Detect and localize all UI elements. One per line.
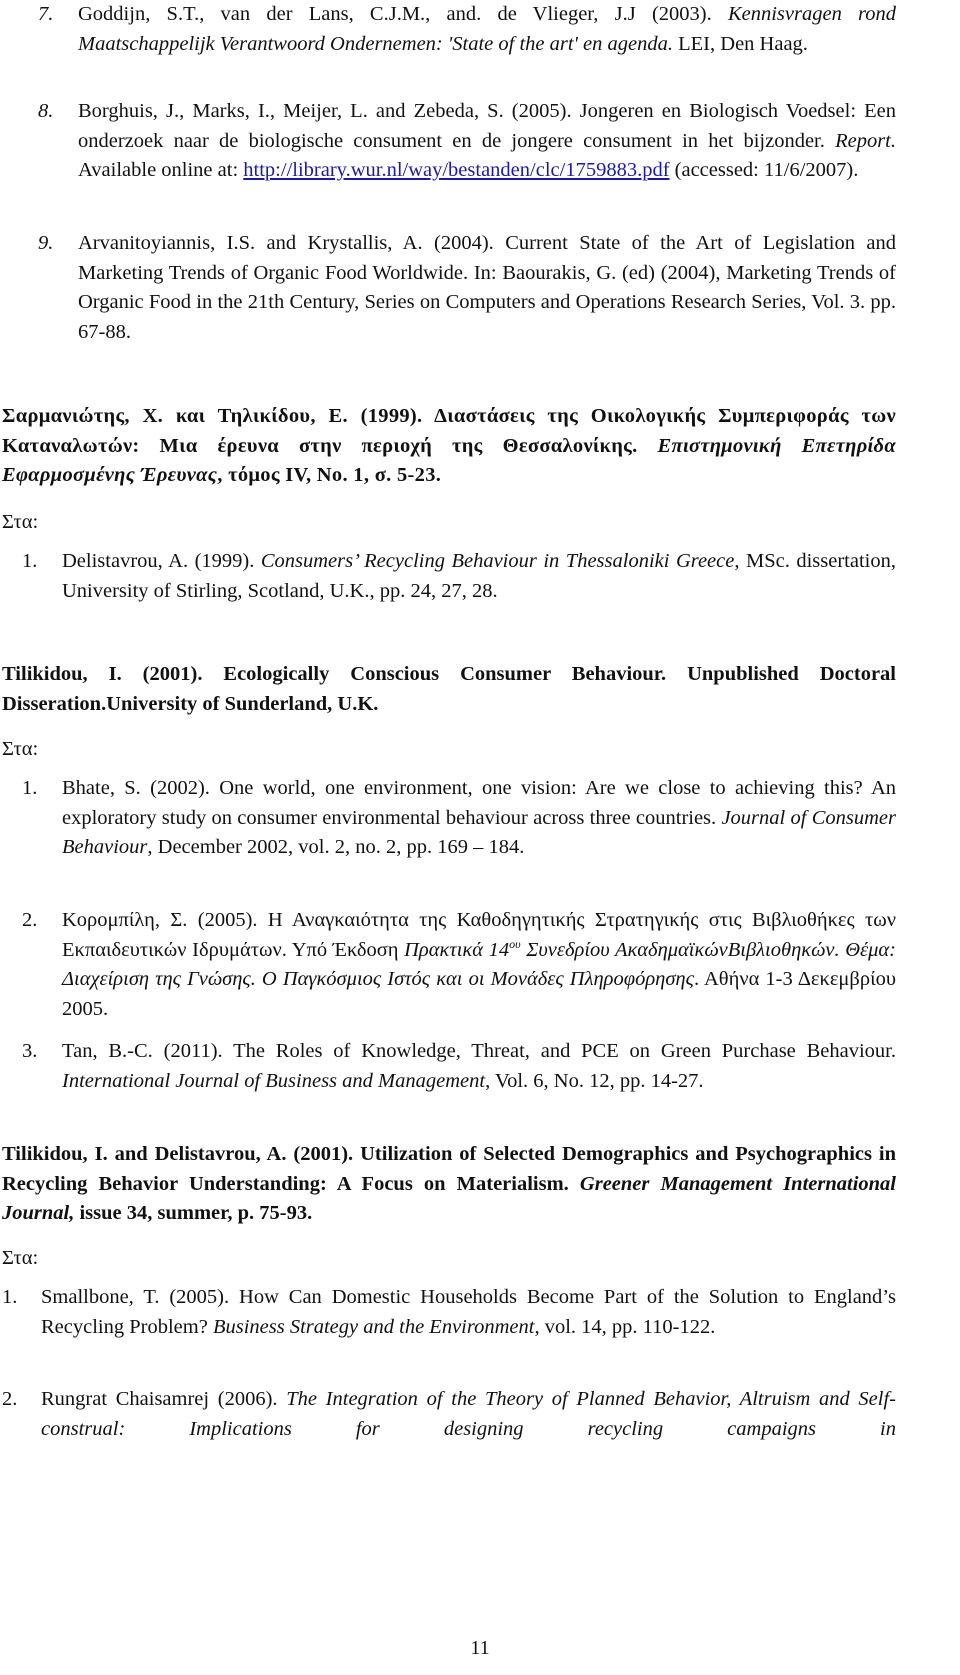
reference-text: Borghuis, J., Marks, I., Meijer, L. and Zebeda, S. (2005). Jongeren en Biologisch Voedsel: Een onderzoek naar de biologische consument en de jongere consument in het bijzonder. Report. Available online at: http://library.wur.nl/way/bestanden/clc/1759883.pdf (accessed: 11/6/2007). bbox=[78, 100, 896, 181]
page-number: 11 bbox=[470, 1637, 490, 1659]
document-page: 7. Goddijn, S.T., van der Lans, C.J.M., and. de Vlieger, J.J (2003). Kennisvragen rond Maatschappelijk Verantwoord Ondernemen: 'State of the art' en agenda. LEI, Den Haag. 8. Borghuis, J., Marks, I., Meijer, L. and Zebeda, S. (2005). Jongeren en Biologisch Voedsel: Een onderzoek naar de biologische consument en de jongere consument in het bijzonder. Report. Available online at: http://library.wur.nl/way/bestanden/clc/1759883.pdf (accessed: 11/6/2007). 9. Arvanitoyiannis, I.S. and Krystallis, A. (2004). Current State of the Art of Legislation and Marketing Trends of Organic Food Worldwide. In: Baourakis, G. (ed) (2004), Marketing Trends of Organic Food in the 21th Century, Series on Computers and Operations Research Series, Vol. 3. pp. 67-88. Σαρμανιώτης, Χ. και Τηλικίδου, Ε. (1999). Διαστάσεις της Οικολογικής Συμπεριφοράς των Καταναλωτών: Μια έρευνα στην περιοχή της Θεσσαλονίκης. Επιστημονική Επετηρίδα Εφαρμοσμένης Έρευνας, τόμος IV, No. 1, σ. 5-23. Στα: 1. Delistavrou, A. (1999). Consumers’ Recycling Behaviour in Thessaloniki Greece, MSc. dissertation, University of Stirling, Scotland, U.K., pp. 24, 27, 28. Tilikidou, I. (2001). Ecologically Conscious Consumer Behaviour. Unpublished Doctoral Disseration.University of Sunderland, U.K. Στα: 1. Bhate, S. (2002). One world, one environment, one vision: Are we close to achieving this? An exploratory study on consumer environmental behaviour across three countries. Journal of Consumer Behaviour, December 2002, vol. 2, no. 2, pp. 169 – 184. 2. Κορομπίλη, Σ. (2005). Η Αναγκαιότητα της Καθοδηγητικής Στρατηγικής στις Βιβλιοθήκες των Εκπαιδευτικών Ιδρυμάτων. Υπό Έκδοση Πρακτικά $14^{o\upsilon}$ Συνεδρίου ΑκαδημαϊκώνΒιβλιοθηκών. Θέμα: Διαχείριση της Γνώσης. Ο Παγκόσμιος Ιστός και οι Μονάδες Πληροφόρησης. Αθήνα 1-3 Δεκεμβρίου 2005. 3. Tan, B.-C. (2011). The Roles of Knowledge, Threat, and PCE on Green Purchase Behaviour. International Journal of Business and Management, Vol. 6, No. 12, pp. 14-27. Tilikidou, I. and Delistavrou, A. (2001). Utilization of Selected Demographics and Psychographics in Recycling Behavior Understanding: A Focus on Materialism. Greener Management International Journal, issue 34, summer, p. 75-93. Στα: 1. Smallbone, T. (2005). How Can Domestic Households Become Part of the Solution to England’s Recycling Problem? Business Strategy and the Environment, vol. 14, pp. 110-122. 2. Rungrat Chaisamrej (2006). The Integration of the Theory of Planned Behavior, Altruism and Self-construal: Implications for designing recycling campaigns in 11 bbox=[0, 0, 960, 1675]
reference-7 bbox=[0, 0, 960, 90]
reference-text: Goddijn, S.T., van der Lans, C.J.M., and. de Vlieger, J.J (2003). Kennisvragen rond Maatschappelijk Verantwoord Ondernemen: 'State of the art' en agenda. LEI, Den Haag. bbox=[78, 3, 897, 55]
reference-8 bbox=[0, 97, 960, 217]
reference-number: 8. bbox=[38, 100, 54, 122]
reference-text: Arvanitoyiannis, I.S. and Krystallis, A. (2004). Current State of the Art of Legislation and Marketing Trends of Organic Food Worldwide. In: Baourakis, G. (ed) (2004), Marketing Trends of Organic Food in the 21th Century, Series on Computers and Operations Research Series, Vol. 3. pp. 67-88. bbox=[78, 232, 896, 343]
cited-by-label: Στα: bbox=[2, 1247, 39, 1269]
reference-number: 9. bbox=[38, 232, 54, 254]
cited-by-label: Στα: bbox=[2, 511, 39, 533]
reference-url-link[interactable]: http://library.wur.nl/way/bestanden/clc/1759883.pdf bbox=[243, 159, 670, 181]
cited-work-heading-tilikidou-delistavrou: Tilikidou, I. and Delistavrou, A. (2001). Utilization of Selected Demographics and Psychographics in Recycling Behavior Understanding: A Focus on Materialism. Greener Management International Journal, issue 34, summer, p. 75-93. bbox=[2, 1143, 896, 1224]
cited-work-heading-sarmaniotis: Σαρμανιώτης, Χ. και Τηλικίδου, Ε. (1999). Διαστάσεις της Οικολογικής Συμπεριφοράς των Καταναλωτών: Μια έρευνα στην περιοχή της Θεσσαλονίκης. Επιστημονική Επετηρίδα Εφαρμοσμένης Έρευνας, τόμος IV, No. 1, σ. 5-23. bbox=[2, 405, 896, 486]
cited-by-label: Στα: bbox=[2, 738, 39, 760]
reference-number: 7. bbox=[38, 3, 54, 25]
cited-work-heading-tilikidou-2001: Tilikidou, I. (2001). Ecologically Conscious Consumer Behaviour. Unpublished Doctoral Disseration.University of Sunderland, U.K. bbox=[2, 663, 896, 715]
reference-9 bbox=[0, 229, 960, 349]
